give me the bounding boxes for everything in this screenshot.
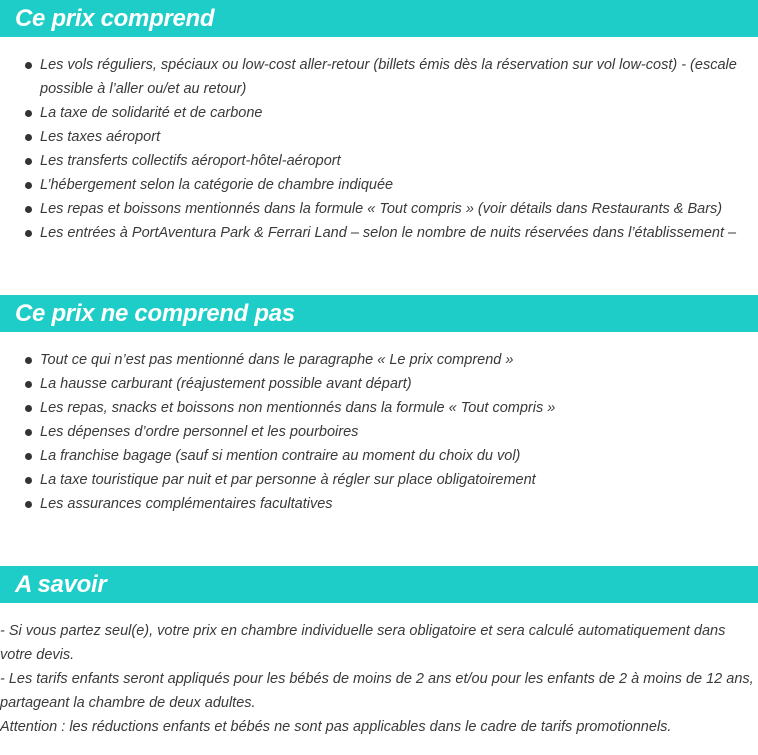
section-header-includes xyxy=(0,0,758,37)
list-item-text: Les repas, snacks et boissons non mentionnés dans la formule « Tout compris » xyxy=(40,400,556,416)
section-header-excludes xyxy=(0,295,758,332)
list-item-text: La franchise bagage (sauf si mention contraire au moment du choix du vol) xyxy=(40,448,521,464)
excludes-list-item xyxy=(0,420,740,444)
list-item-text: L’hébergement selon la catégorie de chambre indiquée xyxy=(40,177,394,193)
list-item-text: Les entrées à PortAventura Park & Ferrari Land – selon le nombre de nuits réservées dans l’établissement – xyxy=(40,225,737,241)
list-item-text: La taxe de solidarité et de carbone xyxy=(40,105,263,121)
includes-list-item xyxy=(0,197,740,221)
list-item-text: Les transferts collectifs aéroport-hôtel-aéroport xyxy=(40,153,341,169)
includes-list-item xyxy=(0,53,740,101)
excludes-list-item xyxy=(0,396,740,420)
includes-list-item xyxy=(0,173,740,197)
includes-list-item xyxy=(0,149,740,173)
includes-list xyxy=(0,53,740,245)
bullet-icon xyxy=(25,158,32,165)
excludes-list-item xyxy=(0,372,740,396)
bullet-icon xyxy=(25,453,32,460)
section-title-excludes: Ce prix ne comprend pas xyxy=(15,300,295,327)
includes-list-item xyxy=(0,125,740,149)
list-item-text: Les assurances complémentaires facultatives xyxy=(40,496,333,512)
list-item-text: La taxe touristique par nuit et par personne à régler sur place obligatoirement xyxy=(40,472,536,488)
info-paragraph: - Si vous partez seul(e), votre prix en chambre individuelle sera obligatoire et sera calculé automatiquement dans votre devis. xyxy=(0,623,726,663)
bullet-icon xyxy=(25,134,32,141)
bullet-icon xyxy=(25,405,32,412)
bullet-icon xyxy=(25,110,32,117)
bullet-icon xyxy=(25,477,32,484)
excludes-list-item xyxy=(0,444,740,468)
list-item-text: Les vols réguliers, spéciaux ou low-cost aller-retour (billets émis dès la réservation sur vol low-cost) - (escale possible à l’aller ou/et au retour) xyxy=(40,57,737,97)
bullet-icon xyxy=(25,62,32,69)
excludes-list-item xyxy=(0,468,740,492)
bullet-icon xyxy=(25,429,32,436)
bullet-icon xyxy=(25,357,32,364)
bullet-icon xyxy=(25,501,32,508)
excludes-list xyxy=(0,348,740,516)
list-item-text: La hausse carburant (réajustement possible avant départ) xyxy=(40,376,412,392)
section-title-info: A savoir xyxy=(15,571,107,598)
excludes-list-item xyxy=(0,348,740,372)
includes-list-item xyxy=(0,101,740,125)
list-item-text: Les repas et boissons mentionnés dans la formule « Tout compris » (voir détails dans Restaurants & Bars) xyxy=(40,201,723,217)
bullet-icon xyxy=(25,182,32,189)
bullet-icon xyxy=(25,206,32,213)
includes-list-item xyxy=(0,221,740,245)
section-header-info xyxy=(0,566,758,603)
list-item-text: Les dépenses d’ordre personnel et les pourboires xyxy=(40,424,359,440)
info-paragraph: Attention : les réductions enfants et bébés ne sont pas applicables dans le cadre de tarifs promotionnels. xyxy=(0,719,672,735)
bullet-icon xyxy=(25,381,32,388)
info-text xyxy=(0,619,755,739)
bullet-icon xyxy=(25,230,32,237)
list-item-text: Tout ce qui n’est pas mentionné dans le paragraphe « Le prix comprend » xyxy=(40,352,514,368)
info-paragraph: - Les tarifs enfants seront appliqués pour les bébés de moins de 2 ans et/ou pour les enfants de 2 à moins de 12 ans, partageant la chambre de deux adultes. xyxy=(0,671,754,711)
excludes-list-item xyxy=(0,492,740,516)
list-item-text: Les taxes aéroport xyxy=(40,129,161,145)
section-title-includes: Ce prix comprend xyxy=(15,5,215,32)
